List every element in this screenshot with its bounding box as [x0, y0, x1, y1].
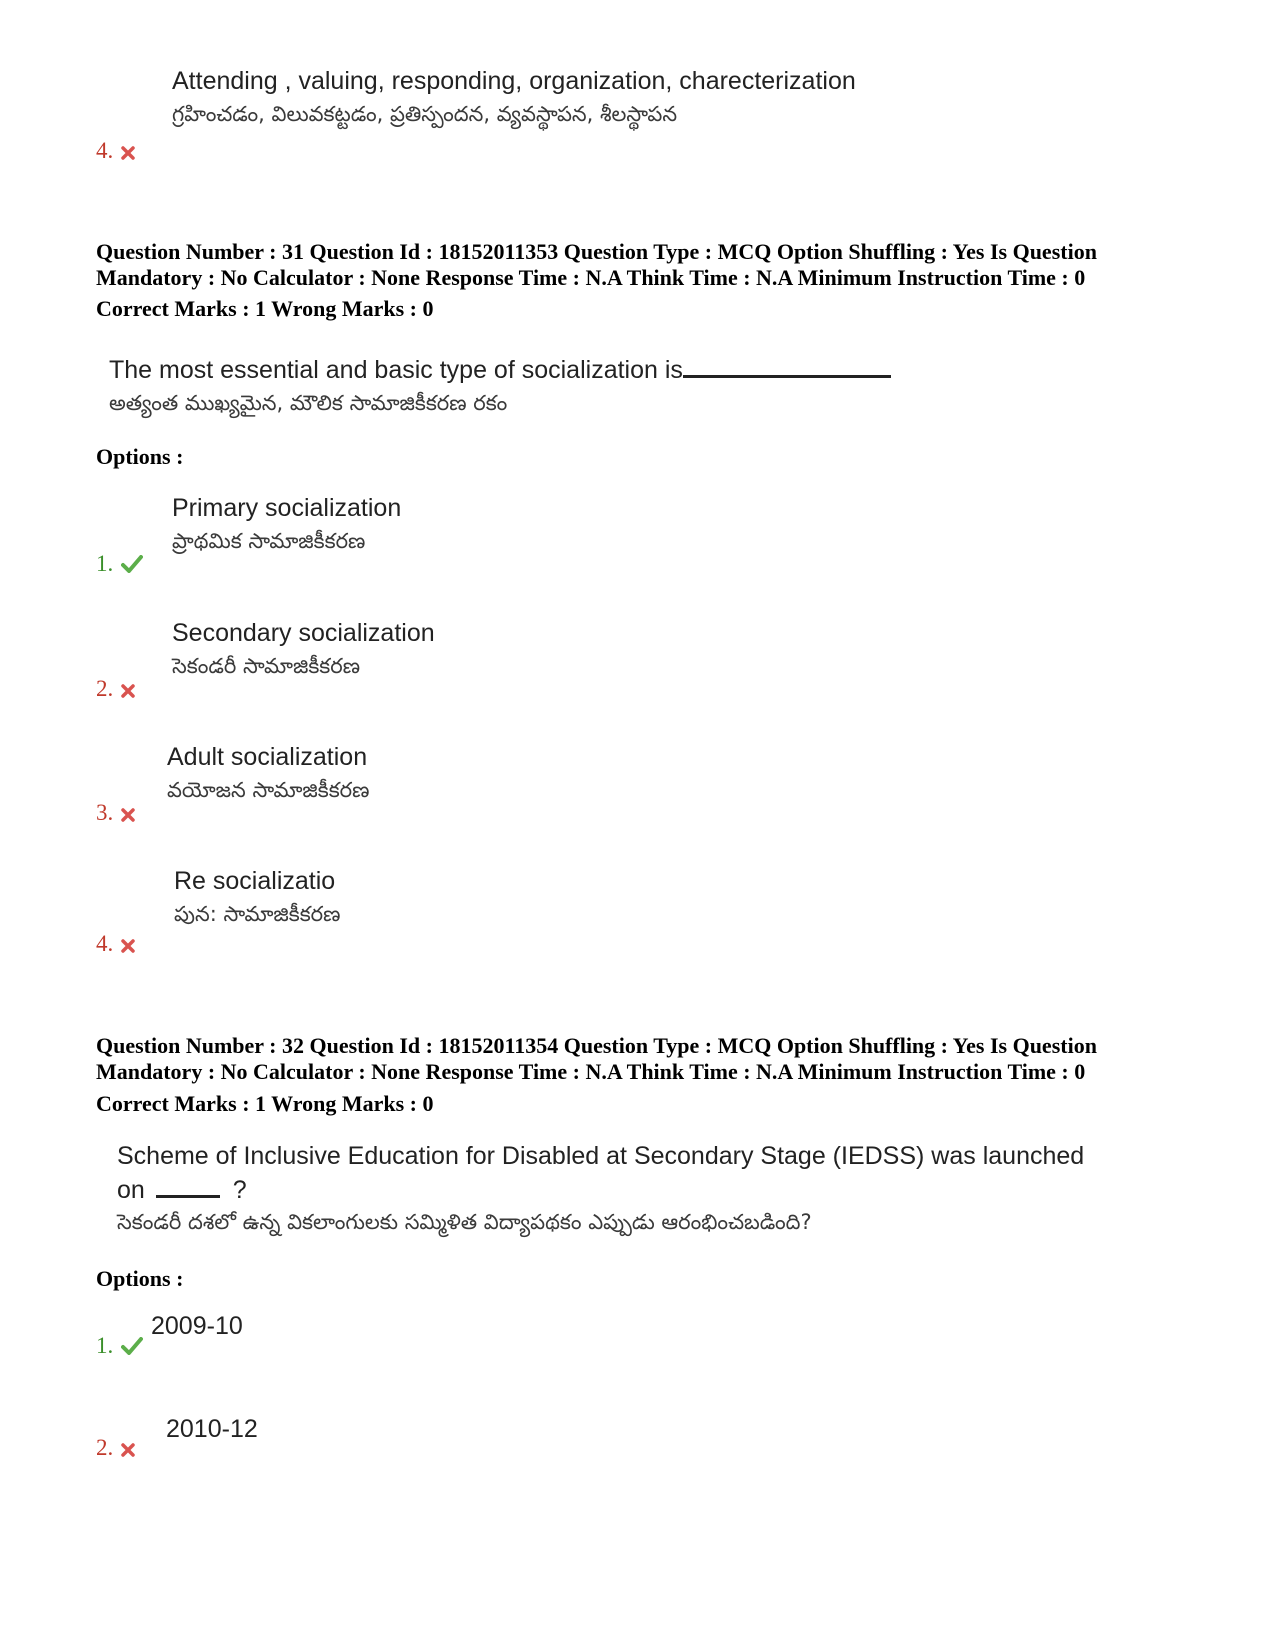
q31-option-3-text-te: వయోజన సామాజికీకరణ — [167, 778, 370, 802]
cross-icon — [121, 140, 135, 166]
q31-option-2 — [96, 676, 135, 704]
option-number: 4. — [96, 138, 114, 163]
option-number: 1. — [96, 551, 114, 576]
q31-option-1 — [96, 551, 143, 579]
q32-option-1 — [96, 1333, 143, 1361]
q31-question-text-te: అత్యంత ముఖ్యమైన, మౌలిక సామాజికీకరణ రకం — [109, 391, 508, 415]
cross-icon — [121, 802, 135, 828]
q32-question-prefix: on — [117, 1176, 145, 1204]
option-number: 2. — [96, 1435, 114, 1460]
q32-option-2-text-en: 2010-12 — [166, 1415, 258, 1443]
cross-icon — [121, 1437, 135, 1463]
option-number: 1. — [96, 1333, 114, 1358]
q31-option-1-text-en: Primary socialization — [172, 494, 402, 522]
prev-option-4-text-en: Attending , valuing, responding, organization, charecterization — [172, 67, 856, 95]
q32-option-2 — [96, 1435, 135, 1463]
q32-options-label: Options : — [96, 1266, 184, 1291]
q32-meta-line-2: Mandatory : No Calculator : None Response Time : N.A Think Time : N.A Minimum Instruction Time : 0 — [96, 1059, 1086, 1084]
q32-meta-line-3: Correct Marks : 1 Wrong Marks : 0 — [96, 1091, 434, 1116]
q31-option-3 — [96, 800, 135, 828]
q31-option-4-text-te: పున: సామాజికీకరణ — [174, 902, 341, 926]
q31-option-2-text-en: Secondary socialization — [172, 619, 435, 647]
q31-option-3-text-en: Adult socialization — [167, 743, 368, 771]
q32-question-suffix: ? — [232, 1176, 247, 1204]
cross-icon — [121, 678, 135, 704]
option-number: 2. — [96, 676, 114, 701]
q31-option-4 — [96, 931, 135, 959]
q32-question-line-2 — [117, 1175, 247, 1205]
prev-option-4 — [96, 138, 135, 166]
q31-option-4-text-en: Re socializatio — [174, 867, 336, 895]
q31-option-2-text-te: సెకండరీ సామాజికీకరణ — [172, 654, 361, 678]
q32-question-text-te: సెకండరీ దశలో ఉన్న వికలాంగులకు సమ్మిళిత విద్యాపథకం ఎప్పుడు ఆరంభించబడింది? — [117, 1210, 812, 1234]
q31-question-stem: The most essential and basic type of socialization is — [109, 356, 683, 384]
answer-blank — [683, 375, 891, 378]
prev-option-4-text-te: గ్రహించడం, విలువకట్టడం, ప్రతిస్పందన, వ్యవస్థాపన, శీలస్థాపన — [172, 102, 678, 126]
q32-meta-line-1: Question Number : 32 Question Id : 18152011354 Question Type : MCQ Option Shuffling : Yes Is Question — [96, 1033, 1097, 1058]
check-icon — [121, 553, 143, 579]
check-icon — [121, 1335, 143, 1361]
q31-option-1-text-te: ప్రాథమిక సామాజికీకరణ — [172, 529, 366, 553]
q32-option-1-text-en: 2009-10 — [151, 1312, 243, 1340]
q31-options-label: Options : — [96, 444, 184, 469]
q31-question-text-en — [109, 355, 891, 385]
cross-icon — [121, 933, 135, 959]
option-number: 3. — [96, 800, 114, 825]
q31-meta-line-1: Question Number : 31 Question Id : 18152011353 Question Type : MCQ Option Shuffling : Yes Is Question — [96, 239, 1097, 264]
answer-blank — [156, 1195, 220, 1198]
option-number: 4. — [96, 931, 114, 956]
q31-meta-line-3: Correct Marks : 1 Wrong Marks : 0 — [96, 296, 434, 321]
q32-question-line-1: Scheme of Inclusive Education for Disabled at Secondary Stage (IEDSS) was launched — [117, 1142, 1085, 1170]
q31-meta-line-2: Mandatory : No Calculator : None Response Time : N.A Think Time : N.A Minimum Instruction Time : 0 — [96, 265, 1086, 290]
